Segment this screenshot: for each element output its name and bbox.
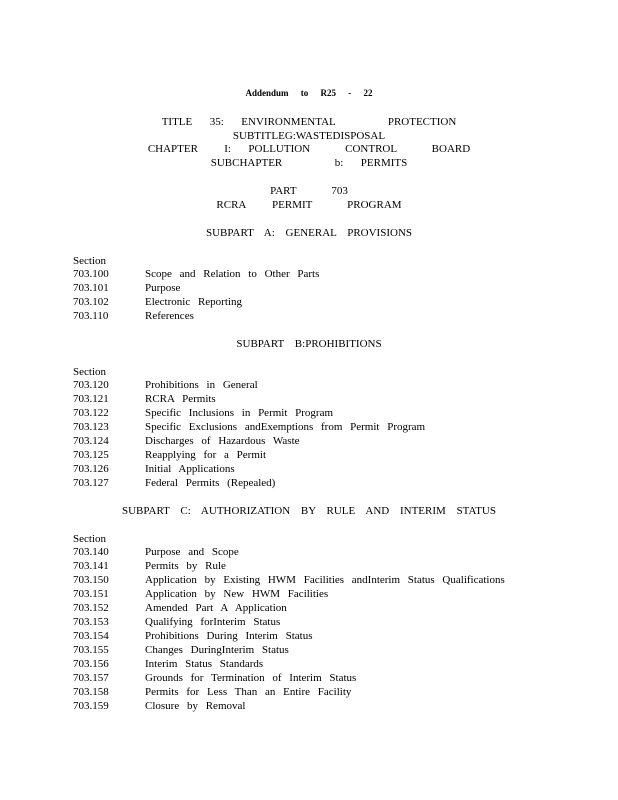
section-row (73, 267, 319, 281)
section-number: 703.155 (73, 644, 109, 656)
section-row (73, 434, 425, 448)
section-title: Initial Applications (145, 463, 235, 475)
section-number: 703.127 (73, 477, 109, 489)
section-row (73, 601, 505, 615)
title-line: TITLE 35: ENVIRONMENTAL PROTECTION (161, 116, 457, 128)
section-row (73, 462, 425, 476)
section-title: Grounds for Termination of Interim Status (145, 672, 357, 684)
section-label: Section (73, 255, 106, 267)
section-row (73, 573, 505, 587)
section-row (73, 545, 505, 559)
section-row (73, 392, 425, 406)
section-row (73, 629, 505, 643)
section-row (73, 643, 505, 657)
section-number: 703.124 (73, 435, 109, 447)
section-title: Permits by Rule (145, 560, 226, 572)
section-row (73, 587, 505, 601)
section-row (73, 420, 425, 434)
section-title: Qualifying forInterim Status (145, 616, 281, 628)
section-number: 703.123 (73, 421, 109, 433)
subpart-b-sections (73, 378, 425, 490)
section-number: 703.159 (73, 700, 109, 712)
section-title: References (145, 310, 194, 322)
section-title: Scope and Relation to Other Parts (145, 268, 320, 280)
section-number: 703.122 (73, 407, 109, 419)
section-number: 703.110 (73, 310, 109, 322)
subchapter-line: SUBCHAPTER b: PERMITS (210, 157, 408, 169)
section-number: 703.157 (73, 672, 109, 684)
section-row (73, 448, 425, 462)
section-row (73, 309, 319, 323)
subpart-c-sections (73, 545, 505, 713)
section-row (73, 559, 505, 573)
section-row (73, 295, 319, 309)
section-number: 703.150 (73, 574, 109, 586)
section-title: Specific Exclusions andExemptions from Permit Program (145, 421, 426, 433)
section-number: 703.101 (73, 282, 109, 294)
section-row (73, 281, 319, 295)
section-title: Permits for Less Than an Entire Facility (145, 686, 352, 698)
section-row (73, 476, 425, 490)
section-number: 703.120 (73, 379, 109, 391)
part-line: PART 703 (270, 185, 348, 197)
section-row (73, 699, 505, 713)
section-number: 703.121 (73, 393, 109, 405)
section-title: Amended Part A Application (145, 602, 287, 614)
section-row (73, 378, 425, 392)
section-title: Prohibitions During Interim Status (145, 630, 313, 642)
section-title: Specific Inclusions in Permit Program (145, 407, 334, 419)
section-title: Federal Permits (Repealed) (145, 477, 276, 489)
section-row (73, 406, 425, 420)
section-number: 703.151 (73, 588, 109, 600)
subpart-b-title: SUBPART B:PROHIBITIONS (236, 338, 382, 350)
section-title: Purpose and Scope (145, 546, 239, 558)
section-number: 703.158 (73, 686, 109, 698)
subpart-a-sections (73, 267, 319, 323)
subtitle-line: SUBTITLEG:WASTEDISPOSAL (232, 130, 386, 142)
section-row (73, 671, 505, 685)
section-title: Purpose (145, 282, 181, 294)
section-number: 703.152 (73, 602, 109, 614)
section-title: Interim Status Standards (145, 658, 264, 670)
section-row (73, 657, 505, 671)
subpart-a-title: SUBPART A: GENERAL PROVISIONS (206, 227, 412, 239)
section-label: Section (73, 366, 106, 378)
section-title: Application by New HWM Facilities (145, 588, 329, 600)
section-title: Prohibitions in General (145, 379, 258, 391)
section-number: 703.126 (73, 463, 109, 475)
section-number: 703.100 (73, 268, 109, 280)
section-row (73, 685, 505, 699)
section-number: 703.102 (73, 296, 109, 308)
section-number: 703.153 (73, 616, 109, 628)
section-title: Reapplying for a Permit (145, 449, 267, 461)
section-number: 703.125 (73, 449, 109, 461)
part-title: RCRA PERMIT PROGRAM (216, 199, 402, 211)
section-label: Section (73, 533, 106, 545)
subpart-c-title: SUBPART C: AUTHORIZATION BY RULE AND INTERIM STATUS (122, 505, 496, 517)
section-number: 703.141 (73, 560, 109, 572)
section-title: Discharges of Hazardous Waste (145, 435, 300, 447)
chapter-line: CHAPTER I: POLLUTION CONTROL BOARD (147, 143, 471, 155)
section-number: 703.140 (73, 546, 109, 558)
section-title: Application by Existing HWM Facilities andInterim Status Qualifications (145, 574, 505, 586)
section-number: 703.154 (73, 630, 109, 642)
section-title: Electronic Reporting (145, 296, 242, 308)
section-title: Closure by Removal (145, 700, 246, 712)
section-title: RCRA Permits (145, 393, 216, 405)
addendum-label: Addendum to R25 - 22 (245, 88, 373, 98)
section-row (73, 615, 505, 629)
section-title: Changes DuringInterim Status (145, 644, 289, 656)
section-number: 703.156 (73, 658, 109, 670)
